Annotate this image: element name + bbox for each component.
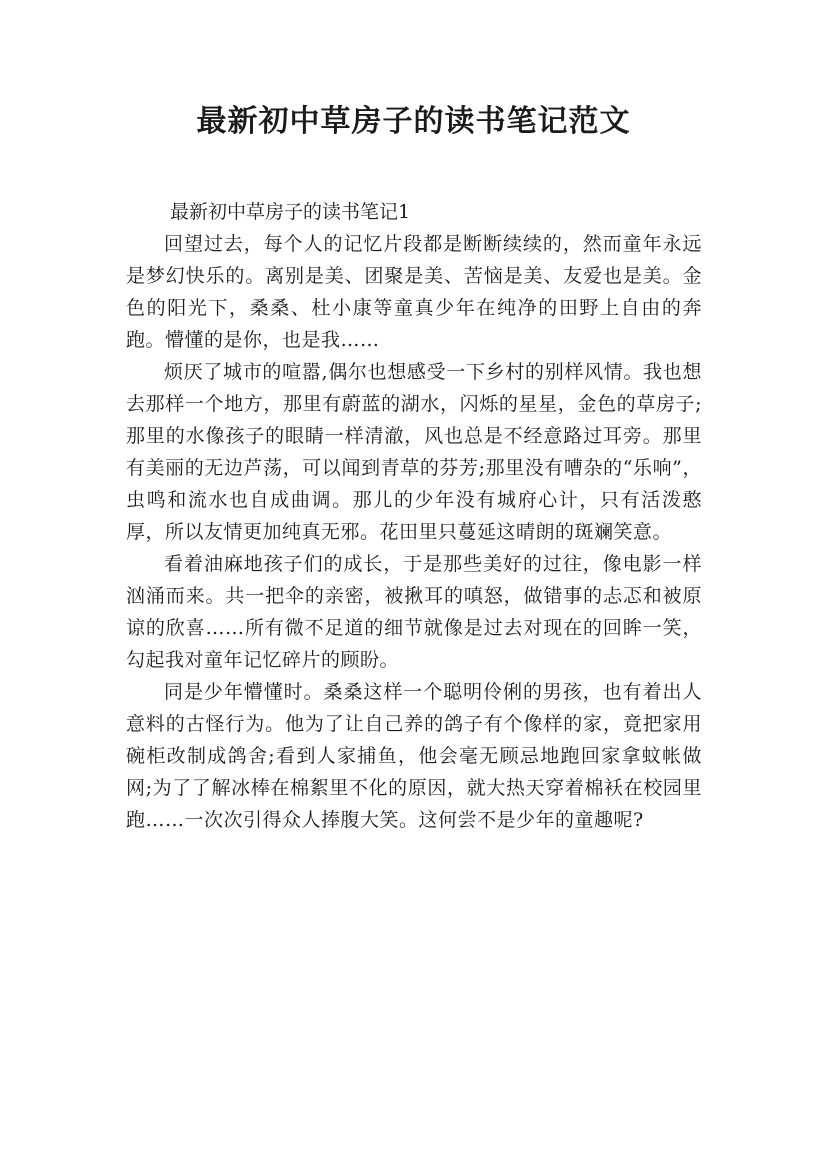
paragraph-1: 回望过去，每个人的记忆片段都是断断续续的，然而童年永远是梦幻快乐的。离别是美、团聚是美、苦恼是美、友爱也是美。金色的阳光下，桑桑、杜小康等童真少年在纯净的田野上自由的奔跑。懵懂的是你，也是我…… <box>126 233 702 351</box>
paragraph-4: 同是少年懵懂时。桑桑这样一个聪明伶俐的男孩，也有着出人意料的古怪行为。他为了让自己养的鸽子有个像样的家，竟把家用碗柜改制成鸽舍;看到人家捕鱼，他会毫无顾忌地跑回家拿蚊帐做网;为了了解冰棒在棉絮里不化的原因，就大热天穿着棉袄在校园里跑……一次次引得众人捧腹大笑。这何尝不是少年的童趣呢? <box>126 681 702 831</box>
paragraph-3: 看着油麻地孩子们的成长，于是那些美好的过往，像电影一样汹涌而来。共一把伞的亲密，被揪耳的嗔怒，做错事的忐忑和被原谅的欣喜……所有微不足道的细节就像是过去对现在的回眸一笑，勾起我对童年记忆碎片的顾盼。 <box>126 553 702 671</box>
document-body <box>126 196 702 836</box>
paragraph-2: 烦厌了城市的喧嚣,偶尔也想感受一下乡村的别样风情。我也想去那样一个地方，那里有蔚蓝的湖水，闪烁的星星，金色的草房子;那里的水像孩子的眼睛一样清澈，风也总是不经意路过耳旁。那里有美丽的无边芦荡，可以闻到青草的芬芳;那里没有嘈杂的“乐响”，虫鸣和流水也自成曲调。那儿的少年没有城府心计，只有活泼憨厚，所以友情更加纯真无邪。花田里只蔓延这晴朗的斑斓笑意。 <box>126 361 702 543</box>
document-title: 最新初中草房子的读书笔记范文 <box>196 104 631 139</box>
section-heading: 最新初中草房子的读书笔记1 <box>170 201 411 223</box>
